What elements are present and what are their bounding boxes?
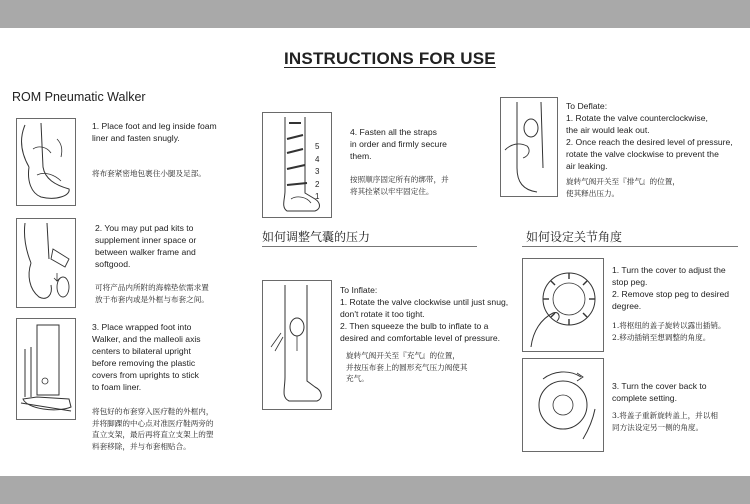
- step1-text: 1. Place foot and leg inside foam liner and fasten snugly.: [92, 121, 217, 143]
- strap-number: 4: [315, 154, 320, 164]
- cover-illustration: [522, 358, 604, 452]
- product-name: ROM Pneumatic Walker: [12, 90, 146, 104]
- cover-text: 3. Turn the cover back to complete setting.: [612, 381, 707, 403]
- deflate-valve-icon: [501, 98, 557, 196]
- step3-chinese: 将包好的布套穿入医疗鞋的外框内， 并将脚踝的中心点对准医疗鞋两旁的 直立支架，最后再将直立支架上的塑 料套移除，并与布套相贴合。: [92, 407, 214, 451]
- deflate-illustration: [500, 97, 558, 197]
- angle-heading: 如何设定关节角度: [526, 230, 623, 244]
- inflate-bulb-icon: [263, 281, 331, 409]
- page-title: INSTRUCTIONS FOR USE: [284, 49, 496, 68]
- strap-number: 1: [315, 192, 320, 201]
- strap-number-list: [315, 141, 319, 204]
- step3-illustration: [16, 318, 76, 420]
- step1-illustration: [16, 118, 76, 206]
- inflate-illustration: [262, 280, 332, 410]
- walker-boot-icon: [17, 319, 75, 419]
- strap-number: 3: [315, 167, 320, 176]
- divider: [262, 246, 477, 247]
- inflate-chinese: 旋转气阀开关至『充气』的位置， 并按压布套上的圆形充气压力阀使其 充气。: [346, 351, 468, 383]
- cover-chinese: 3.将盖子重新旋转盖上，并以相 同方法设定另一侧的角度。: [612, 411, 718, 432]
- pad-kit-icon: [17, 219, 75, 307]
- foot-in-liner-icon: [17, 119, 75, 205]
- top-band: [0, 0, 750, 28]
- adjust-illustration: [522, 258, 604, 352]
- adjust-chinese: 1.将枢纽的盖子旋转以露出插销。 2.移动插销至想调整的角度。: [612, 321, 726, 342]
- strapped-walker-icon: [263, 113, 331, 217]
- step2-text: 2. You may put pad kits to supplement inner space or between walker frame and softgood.: [95, 223, 197, 269]
- strap-number: 2: [315, 179, 320, 189]
- pressure-heading: 如何调整气囊的压力: [262, 230, 371, 244]
- strap-number: 5: [315, 142, 320, 151]
- divider: [522, 246, 738, 247]
- step4-illustration: [262, 112, 332, 218]
- step1-chinese: 将布套紧密地包裹住小腿及足部。: [92, 169, 206, 178]
- deflate-text: To Deflate: 1. Rotate the valve counterclockwise, the air would leak out. 2. Once reach the desired level of pressure, rotate the valve clockwise to prevent the air leaking.: [566, 101, 733, 171]
- step4-text: 4. Fasten all the straps in order and firmly secure them.: [350, 127, 447, 161]
- adjust-text: 1. Turn the cover to adjust the stop peg. 2. Remove stop peg to desired degree.: [612, 265, 730, 311]
- step4-chinese: 按照顺序固定所有的绑带，并 将其拴紧以牢牢固定住。: [350, 175, 449, 196]
- cover-back-icon: [523, 359, 603, 451]
- inflate-text: To Inflate: 1. Rotate the valve clockwise until just snug, don't rotate it too tight. 2. Then squeeze the bulb to inflate to a desired and comfortable level of pressure.: [340, 285, 509, 343]
- bottom-band: [0, 476, 750, 504]
- step2-illustration: [16, 218, 76, 308]
- step2-chinese: 可将产品内所附的海棉垫依需求置 放于布套内或是外框与布套之间。: [95, 283, 209, 304]
- step3-text: 3. Place wrapped foot into Walker, and the malleoli axis centers to bilateral upright before removing the plastic covers from uprights to stick to foam liner.: [92, 322, 201, 392]
- hinge-dial-icon: [523, 259, 603, 351]
- deflate-chinese: 旋转气阀开关至『排气』的位置， 使其释出压力。: [566, 177, 680, 198]
